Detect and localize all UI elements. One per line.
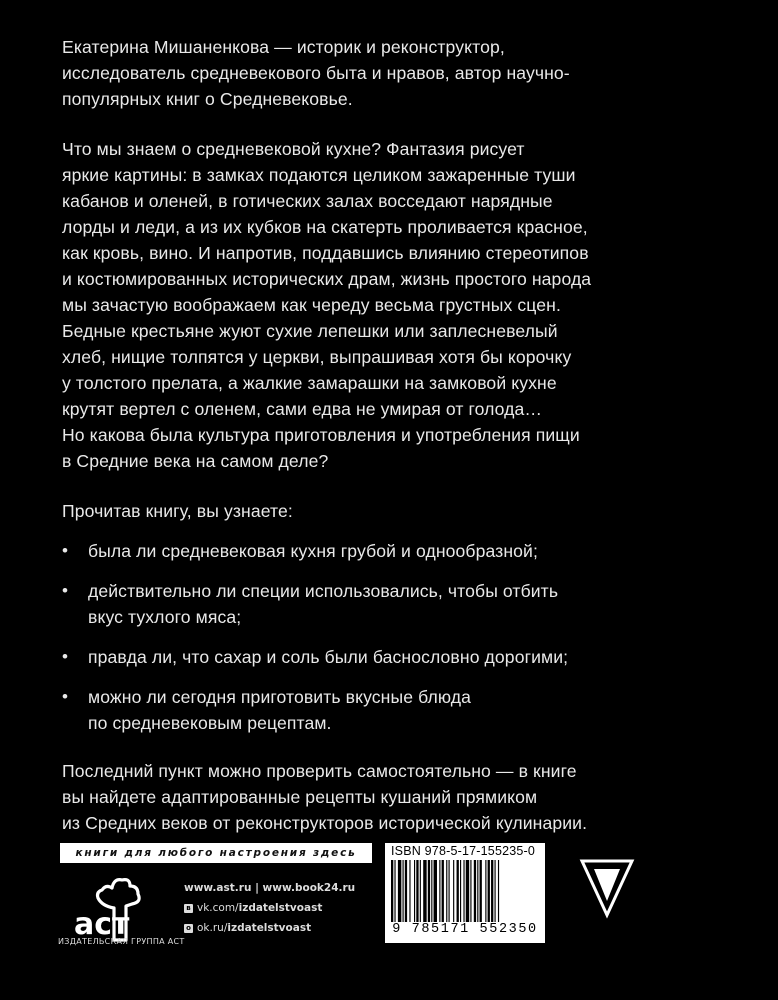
logo-text: аст <box>74 907 130 942</box>
publisher-v-logo <box>578 857 636 919</box>
tagline-banner: книги для любого настроения здесь <box>60 843 372 863</box>
back-cover-text <box>62 34 722 836</box>
ok-icon: о <box>184 924 193 933</box>
learn-intro: Прочитав книгу, вы узнаете: <box>62 501 293 521</box>
closing-paragraph: Последний пункт можно проверить самостоятельно — в книге вы найдете адаптированные рецепты кушаний прямиком из Средних веков от реконструкторов исторической кулинарии. <box>62 761 588 833</box>
website-links[interactable]: www.ast.ru | www.book24.ru <box>184 882 356 894</box>
author-intro: Екатерина Мишаненкова — историк и реконструктор, исследователь средневекового быта и нравов, автор научно- популярных книг о Средневековье. <box>62 37 570 109</box>
isbn-number: ISBN 978-5-17-155235-0 <box>391 844 536 858</box>
list-item: • была ли средневековая кухня грубой и однообразной; <box>62 538 722 564</box>
list-item: • действительно ли специи использовались, чтобы отбить вкус тухлого мяса; <box>62 578 722 630</box>
list-item: • правда ли, что сахар и соль были баснословно дорогими; <box>62 644 722 670</box>
barcode-digits: 9 785171 552350 <box>385 922 545 937</box>
description: Что мы знаем о средневековой кухне? Фантазия рисует яркие картины: в замках подаются целиком зажаренные туши кабанов и оленей, в готических залах восседают нарядные лорды и леди, а из их кубков на скатерть проливается красное, как кровь, вино. И напротив, поддавшись влиянию стереотипов и костюмированных исторических драм, жизнь простого народа мы зачастую воображаем как череду весьма грустных сцен. Бедные крестьяне жуют сухие лепешки или заплесневелый хлеб, нищие толпятся у церкви, выпрашивая хотя бы корочку у толстого прелата, а жалкие замарашки на замковой кухне крутят вертел с оленем, сами едва не умирая от голода… Но какова была культура приготовления и употребления пищи в Средние века на самом деле? <box>62 139 592 471</box>
vk-icon: в <box>184 904 193 913</box>
publisher-links <box>184 878 355 938</box>
isbn-barcode <box>385 843 545 943</box>
publisher-name: ИЗДАТЕЛЬСКАЯ ГРУППА АСТ <box>58 937 185 946</box>
ok-link[interactable]: о ok.ru/ izdatelstvoast <box>184 918 355 938</box>
barcode-bars <box>391 860 539 926</box>
learn-list <box>62 538 722 736</box>
vk-link[interactable]: в vk.com/ izdatelstvoast <box>184 898 355 918</box>
list-item: • можно ли сегодня приготовить вкусные блюда по средневековым рецептам. <box>62 684 722 736</box>
